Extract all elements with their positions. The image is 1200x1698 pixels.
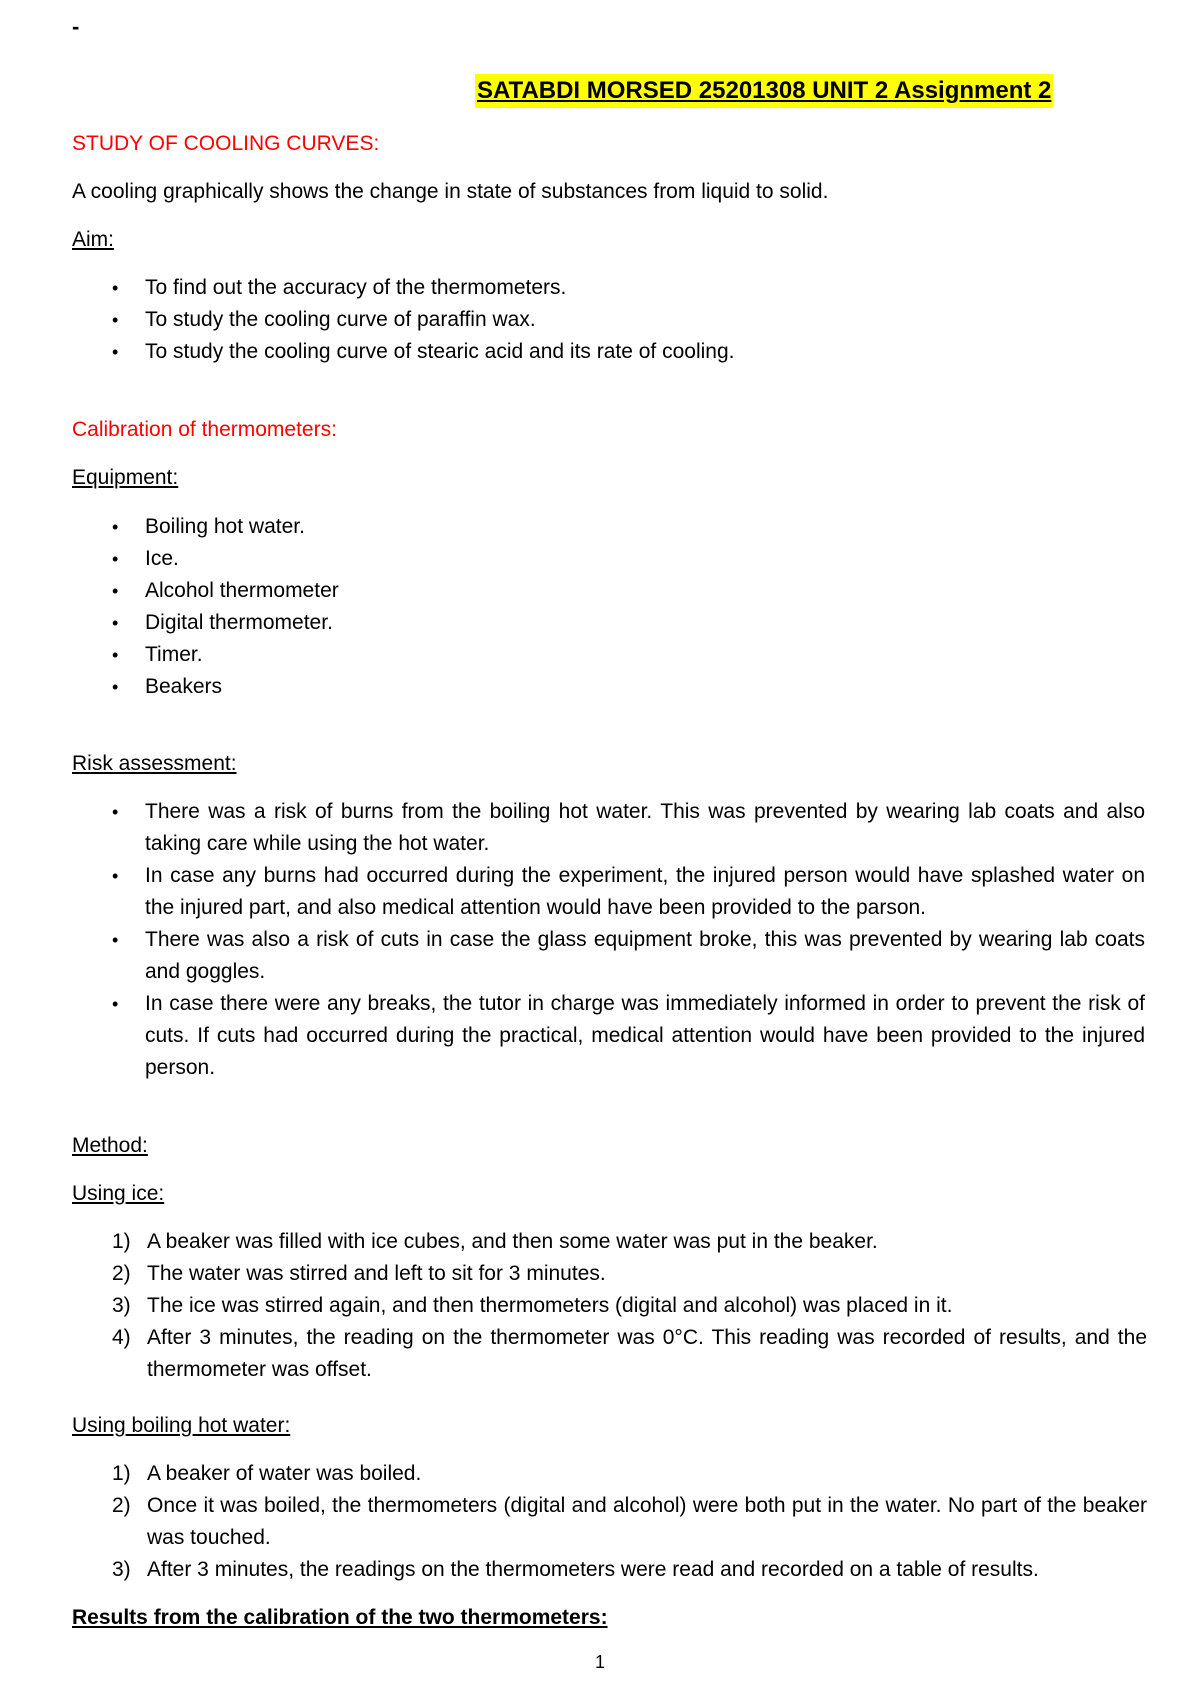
list-item: • To study the cooling curve of paraffin wax. — [0, 304, 1145, 336]
results-heading: Results from the calibration of the two thermometers: — [72, 1606, 608, 1629]
risk-heading: Risk assessment: — [72, 752, 237, 775]
ice-steps-list — [0, 1226, 1147, 1386]
bullet-icon: • — [112, 645, 119, 665]
step-number: 4) — [112, 1326, 131, 1349]
bullet-icon: • — [112, 549, 119, 569]
bullet-icon: • — [112, 581, 119, 601]
bullet-icon: • — [112, 278, 119, 298]
bullet-icon: • — [112, 994, 119, 1014]
bullet-icon: • — [112, 866, 119, 886]
list-item: • There was a risk of burns from the boiling hot water. This was prevented by wearing lab coats and also taking care while using the hot water. — [0, 796, 1145, 860]
list-item: 3) After 3 minutes, the readings on the thermometers were read and recorded on a table of results. — [0, 1554, 1147, 1586]
step-number: 2) — [112, 1494, 131, 1517]
bullet-icon: • — [112, 310, 119, 330]
page-number: 1 — [594, 1652, 605, 1672]
list-item: 1) A beaker was filled with ice cubes, and then some water was put in the beaker. — [0, 1226, 1147, 1258]
list-item: • Ice. — [0, 543, 1145, 575]
list-item: • To find out the accuracy of the thermometers. — [0, 272, 1145, 304]
document-title: SATABDI MORSED 25201308 UNIT 2 Assignment 2 — [475, 74, 1053, 108]
list-item: • In case there were any breaks, the tutor in charge was immediately informed in order to prevent the risk of cuts. If cuts had occurred during the practical, medical attention would have been provided to the injured person. — [0, 988, 1145, 1084]
intro-text: A cooling graphically shows the change in state of substances from liquid to solid. — [72, 180, 829, 203]
aim-list — [0, 272, 1145, 368]
list-item: • To study the cooling curve of stearic acid and its rate of cooling. — [0, 336, 1145, 368]
step-number: 1) — [112, 1462, 131, 1485]
bullet-icon: • — [112, 517, 119, 537]
list-item: • Timer. — [0, 639, 1145, 671]
list-item: • In case any burns had occurred during the experiment, the injured person would have splashed water on the injured part, and also medical attention would have been provided to the parson. — [0, 860, 1145, 924]
list-item: 4) After 3 minutes, the reading on the thermometer was 0°C. This reading was recorded of results, and the thermometer was offset. — [0, 1322, 1147, 1386]
step-number: 3) — [112, 1294, 131, 1317]
list-item: 2) The water was stirred and left to sit for 3 minutes. — [0, 1258, 1147, 1290]
equipment-list — [0, 511, 1145, 703]
method-heading: Method: — [72, 1134, 148, 1157]
list-item: 2) Once it was boiled, the thermometers (digital and alcohol) were both put in the water. No part of the beaker was touched. — [0, 1490, 1147, 1554]
calibration-title: Calibration of thermometers: — [72, 418, 337, 441]
bullet-icon: • — [112, 677, 119, 697]
step-number: 1) — [112, 1230, 131, 1253]
aim-heading: Aim: — [72, 228, 114, 251]
list-item: • Beakers — [0, 671, 1145, 703]
step-number: 3) — [112, 1558, 131, 1581]
ice-heading: Using ice: — [72, 1182, 165, 1205]
bullet-icon: • — [112, 613, 119, 633]
list-item: 3) The ice was stirred again, and then thermometers (digital and alcohol) was placed in it. — [0, 1290, 1147, 1322]
list-item: • There was also a risk of cuts in case the glass equipment broke, this was prevented by wearing lab coats and goggles. — [0, 924, 1145, 988]
boil-heading: Using boiling hot water: — [72, 1414, 291, 1437]
step-number: 2) — [112, 1262, 131, 1285]
risk-list — [0, 796, 1145, 1084]
equipment-heading: Equipment: — [72, 466, 179, 489]
bullet-icon: • — [112, 930, 119, 950]
list-item: 1) A beaker of water was boiled. — [0, 1458, 1147, 1490]
list-item: • Digital thermometer. — [0, 607, 1145, 639]
section-title: STUDY OF COOLING CURVES: — [72, 132, 380, 155]
list-item: • Boiling hot water. — [0, 511, 1145, 543]
list-item: • Alcohol thermometer — [0, 575, 1145, 607]
bullet-icon: • — [112, 802, 119, 822]
header-dash: - — [72, 14, 80, 39]
bullet-icon: • — [112, 342, 119, 362]
boil-steps-list — [0, 1458, 1147, 1586]
